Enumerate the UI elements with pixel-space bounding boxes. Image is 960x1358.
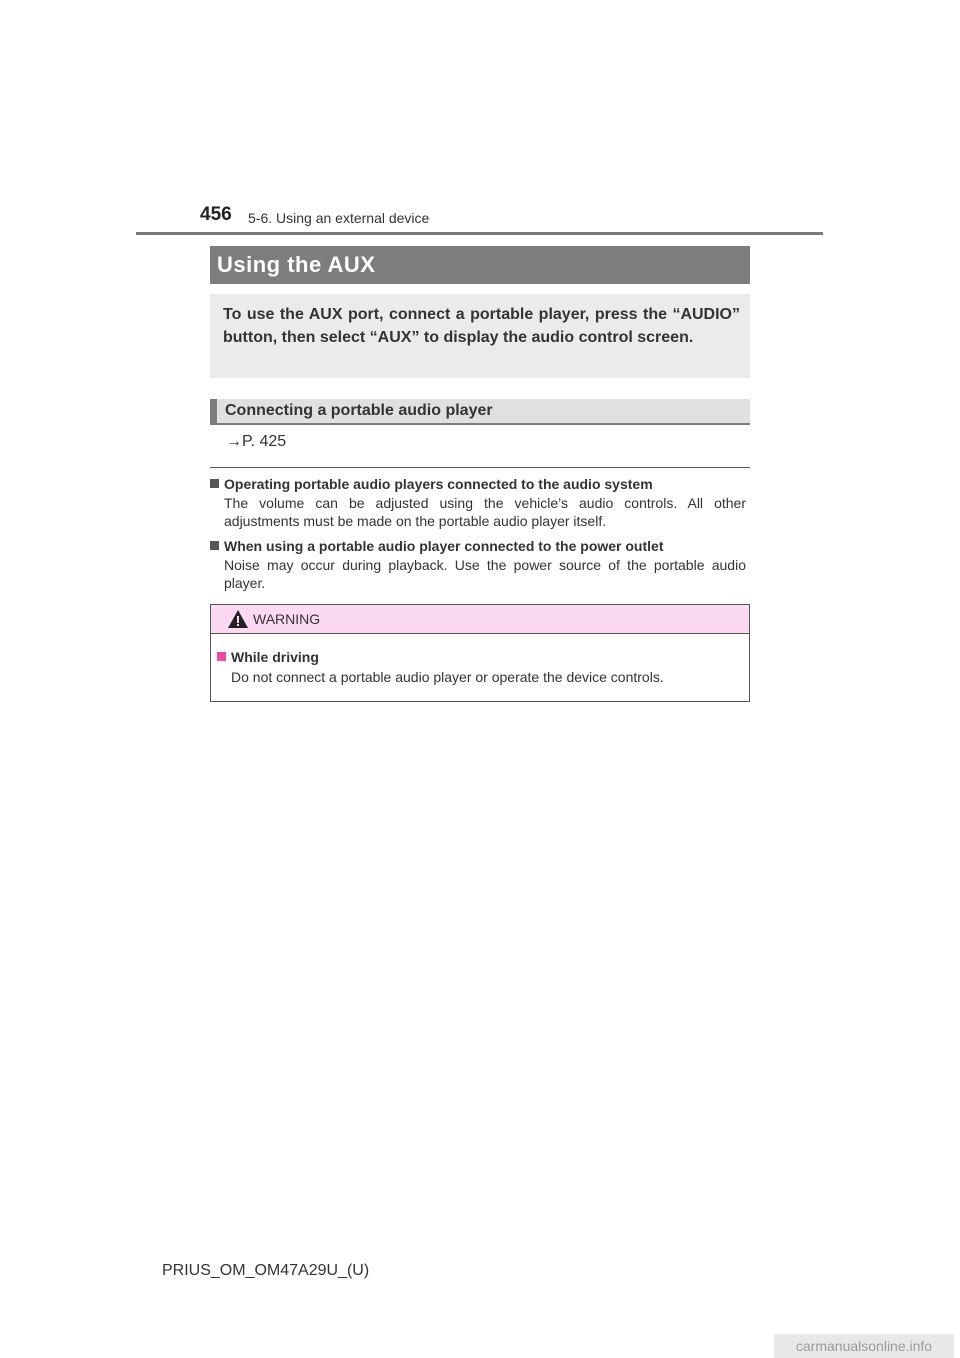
note-body: Noise may occur during playback. Use the power source of the portable audio player. bbox=[224, 556, 746, 591]
note-heading: When using a portable audio player connected to the power outlet bbox=[224, 538, 664, 554]
warning-body bbox=[211, 634, 749, 687]
page-title: Using the AUX bbox=[217, 252, 376, 277]
notes-divider bbox=[210, 467, 750, 468]
watermark: carmanualsonline.info bbox=[774, 1334, 954, 1358]
document-id: PRIUS_OM_OM47A29U_(U) bbox=[162, 1262, 370, 1279]
note-body: The volume can be adjusted using the vehicle’s audio controls. All other adjustments must be made on the portable audio player itself. bbox=[224, 494, 746, 529]
title-bar bbox=[210, 246, 750, 284]
warning-header bbox=[211, 605, 749, 634]
page-number: 456 bbox=[200, 204, 232, 225]
subsection-heading-text: Connecting a portable audio player bbox=[225, 402, 493, 419]
square-bullet-icon bbox=[210, 541, 219, 550]
subsection-heading bbox=[210, 399, 750, 425]
warning-label: WARNING bbox=[253, 611, 321, 627]
header-rule bbox=[136, 232, 823, 235]
note-heading: Operating portable audio players connected to the audio system bbox=[224, 476, 653, 492]
warning-heading: While driving bbox=[231, 649, 319, 665]
warning-text: Do not connect a portable audio player or operate the device controls. bbox=[231, 669, 664, 685]
intro-box: To use the AUX port, connect a portable player, press the “AUDIO” button, then select “AUX” to display the audio control screen. bbox=[210, 294, 750, 378]
note-item bbox=[210, 475, 746, 531]
note-item bbox=[210, 537, 746, 593]
warning-box bbox=[210, 604, 750, 702]
square-bullet-icon bbox=[217, 652, 226, 661]
square-bullet-icon bbox=[210, 479, 219, 488]
section-reference: 5-6. Using an external device bbox=[248, 210, 430, 226]
warning-triangle-icon bbox=[227, 609, 249, 629]
page-reference-link[interactable]: →P. 425 bbox=[226, 433, 287, 450]
